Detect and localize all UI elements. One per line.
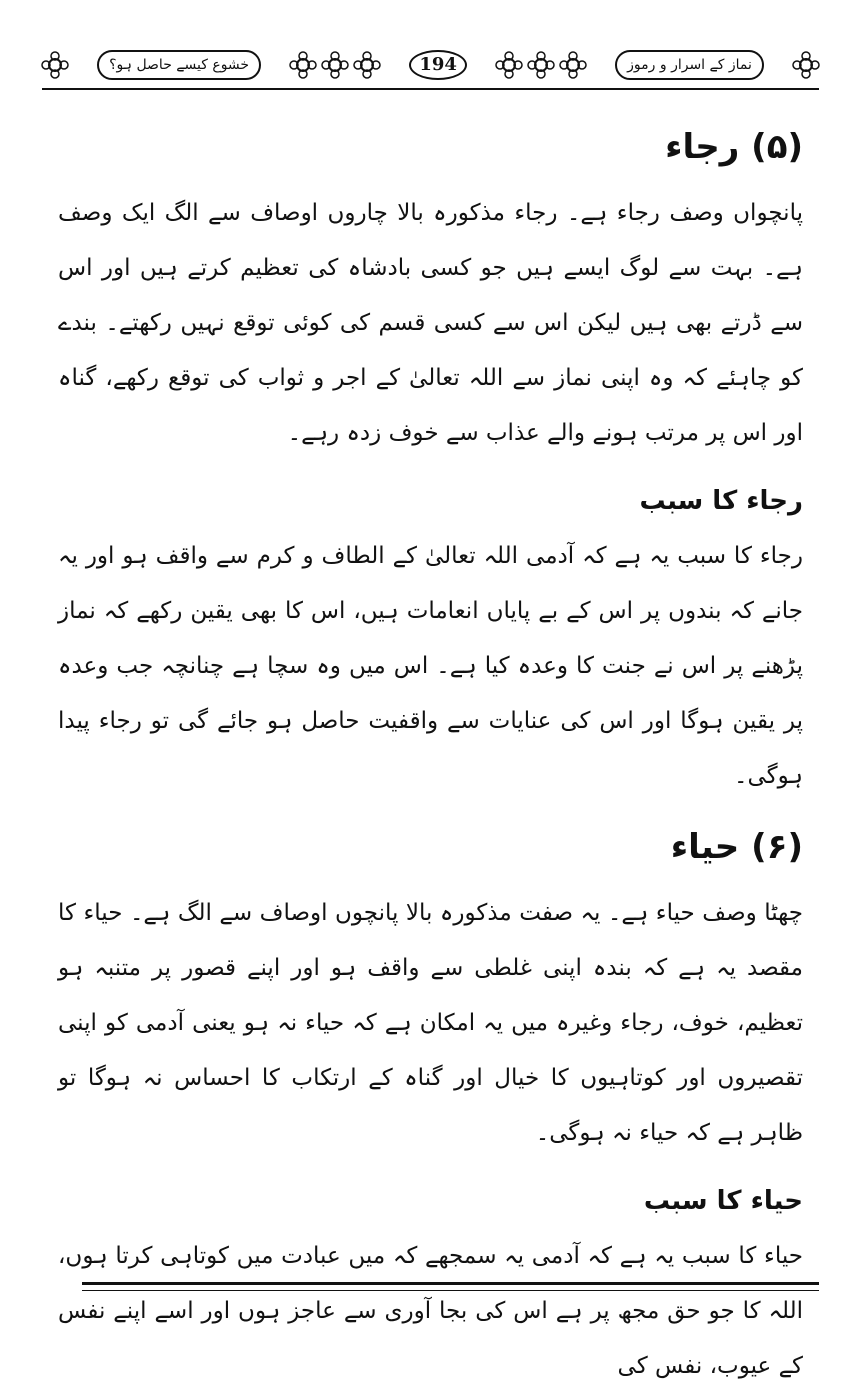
header-ornament-mid-right: [494, 50, 588, 80]
header-ornament-right: [791, 50, 821, 80]
page-number: 194: [409, 50, 467, 80]
section-heading-haya: (۶) حیاء: [670, 827, 803, 867]
footer-rule-thick: [82, 1282, 819, 1285]
subheading-raja-cause: رجاء کا سبب: [639, 486, 803, 516]
footer-rule-thin: [82, 1290, 819, 1291]
flower-ornament-icon: [494, 50, 524, 80]
flower-ornament-icon: [352, 50, 382, 80]
header-ornament-mid-left: [288, 50, 382, 80]
footer-rule: [82, 1282, 819, 1291]
subheading-haya-cause: حیاء کا سبب: [643, 1186, 803, 1216]
paragraph-haya-cause: حیاء کا سبب یہ ہے کہ آدمی یہ سمجھے کہ میں عبادت میں کوتاہی کرتا ہوں، اللہ کا جو حق مجھ پر ہے اس کی بجا آوری سے عاجز ہوں اور اسے اپنے نفس کے عیوب، نفس کی: [58, 1243, 803, 1379]
section-paragraph-raja: پانچواں وصف رجاء ہے۔ رجاء مذکورہ بالا چاروں اوصاف سے الگ ایک وصف ہے۔ بہت سے لوگ ایسے ہیں جو کسی بادشاہ کی تعظیم کرتے ہیں اور اس سے ڈرتے بھی ہیں لیکن اس سے کسی قسم کی کوئی توقع نہیں رکھتے۔ بندے کو چاہئے کہ وہ اپنی نماز سے اللہ تعالیٰ کے اجر و ثواب کی توقع رکھے، گناہ اور اس پر مرتب ہونے والے عذاب سے خوف زدہ رہے۔: [58, 200, 803, 446]
section-heading-raja: (۵) رجاء: [665, 127, 803, 167]
flower-ornament-icon: [791, 50, 821, 80]
book-title-cartouche: نماز کے اسرار و رموز: [615, 50, 764, 80]
flower-ornament-icon: [526, 50, 556, 80]
header-rule: [42, 88, 819, 90]
flower-ornament-icon: [320, 50, 350, 80]
paragraph-raja-cause: رجاء کا سبب یہ ہے کہ آدمی اللہ تعالیٰ کے الطاف و کرم سے واقف ہو اور یہ جانے کہ بندوں پر اس کے بے پایاں انعامات ہیں، اس کا بھی یقین رکھے کہ نماز پڑھنے پر اس نے جنت کا وعدہ کیا ہے۔ اس میں وہ سچا ہے چنانچہ جب وعدہ پر یقین ہوگا اور اس کی عنایات سے واقفیت حاصل ہو جائے گی تو رجاء پیدا ہوگی۔: [58, 543, 803, 789]
flower-ornament-icon: [40, 50, 70, 80]
flower-ornament-icon: [558, 50, 588, 80]
flower-ornament-icon: [288, 50, 318, 80]
section-paragraph-haya: چھٹا وصف حیاء ہے۔ یہ صفت مذکورہ بالا پانچوں اوصاف سے الگ ہے۔ حیاء کا مقصد یہ ہے کہ بندہ اپنی غلطی سے واقف ہو اور اپنے قصور پر متنبہ ہو تعظیم، خوف، رجاء وغیرہ میں یہ امکان ہے کہ حیاء نہ ہو یعنی آدمی کو اپنی تقصیروں اور کوتاہیوں کا خیال اور گناہ کے ارتکاب کا احساس نہ ہوگا تو ظاہر ہے کہ حیاء نہ ہوگی۔: [58, 900, 803, 1146]
page-content: [58, 118, 803, 1394]
page-header: [40, 42, 821, 88]
chapter-title-cartouche: خشوع کیسے حاصل ہو؟: [97, 50, 261, 80]
header-ornament-left: [40, 50, 70, 80]
